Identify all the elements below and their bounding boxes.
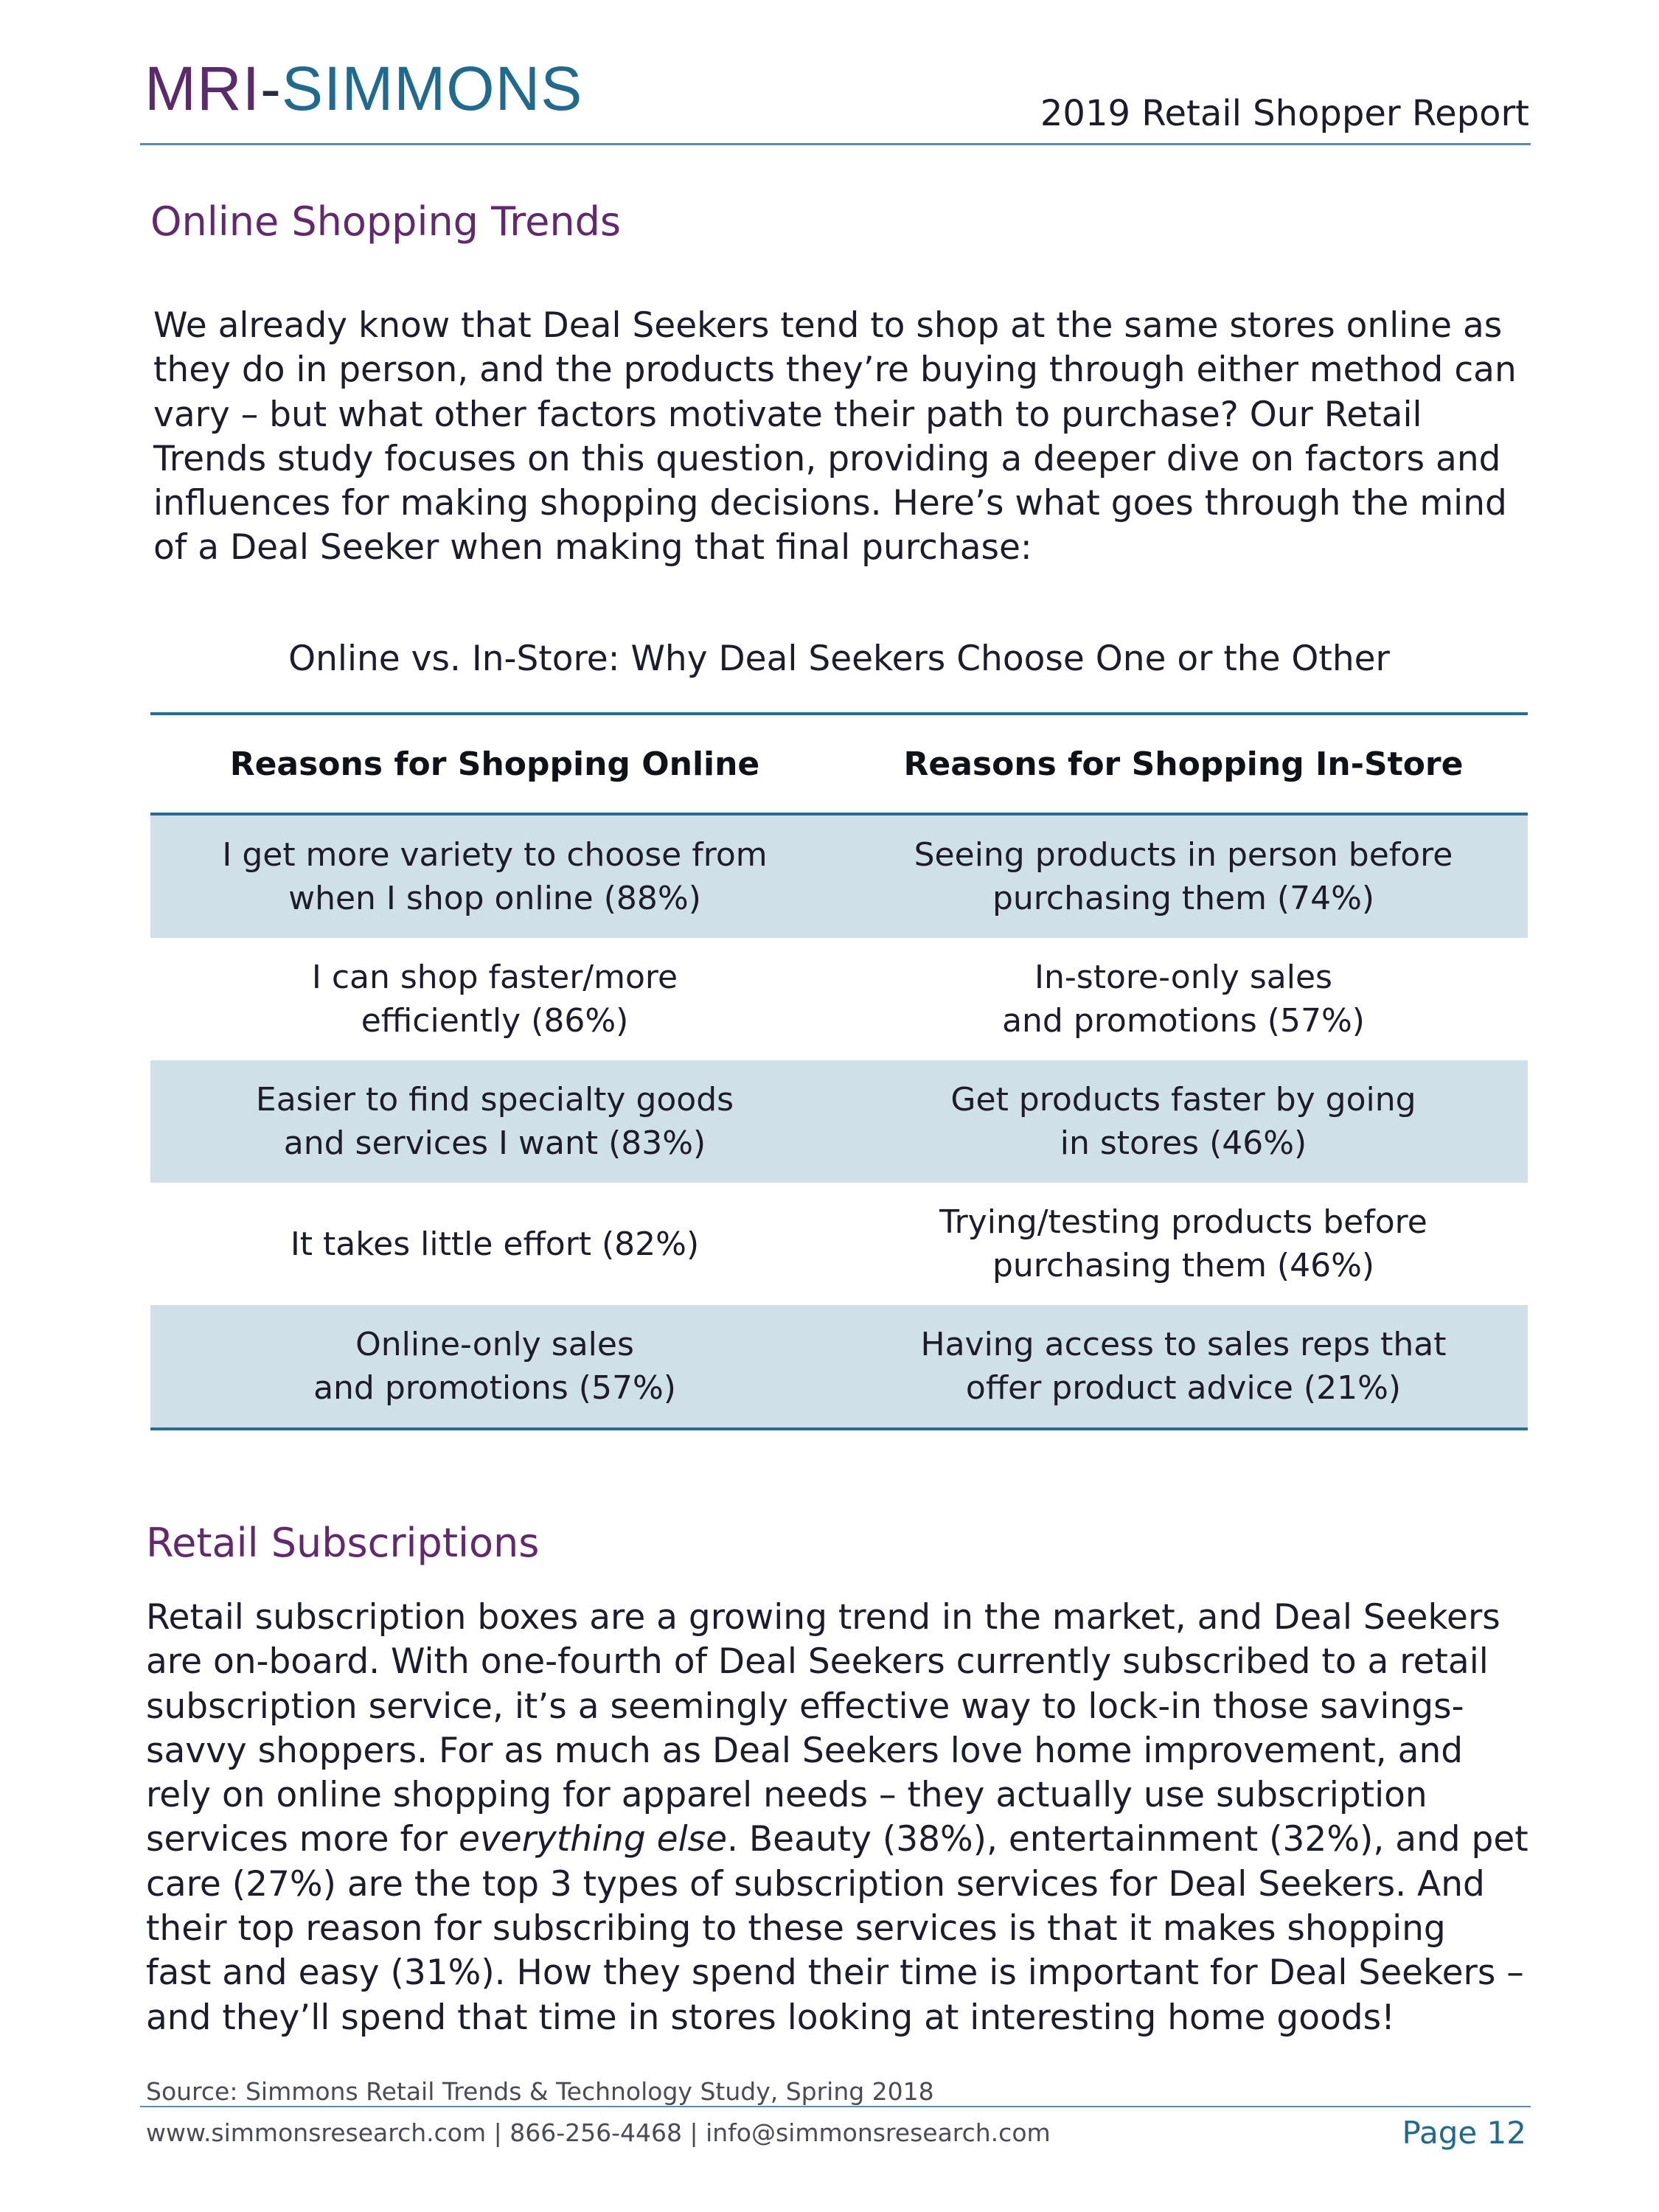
column-header-online: Reasons for Shopping Online <box>150 714 839 814</box>
footer-divider <box>140 2106 1531 2107</box>
section-heading-online-trends: Online Shopping Trends <box>150 198 622 245</box>
cell-line: I can shop faster/more <box>311 959 678 996</box>
paragraph-line: they do in person, and the products they’re buying through either method can <box>153 349 1517 391</box>
section-heading-subscriptions: Retail Subscriptions <box>146 1520 540 1566</box>
cell-line: purchasing them (74%) <box>992 880 1375 917</box>
contact-info: www.simmonsresearch.com | 866-256-4468 | info@simmonsresearch.com <box>146 2118 1051 2147</box>
logo-simmons: SIMMONS <box>281 54 583 123</box>
cell-line: purchasing them (46%) <box>992 1247 1375 1284</box>
cell-line: Get products faster by going <box>950 1081 1416 1119</box>
table-title: Online vs. In-Store: Why Deal Seekers Choose One or the Other <box>288 639 1390 679</box>
text-run: . Beauty (38%), entertainment (32%), and pet <box>727 1819 1528 1860</box>
paragraph-line: fast and easy (31%). How they spend their time is important for Deal Seekers – <box>146 1952 1524 1994</box>
paragraph-line: influences for making shopping decisions. Here’s what goes through the mind <box>153 483 1507 524</box>
table-row <box>150 814 1528 938</box>
paragraph-line: their top reason for subscribing to these services is that it makes shopping <box>146 1908 1446 1950</box>
cell-line: and promotions (57%) <box>313 1369 676 1407</box>
online-reason-cell <box>150 1305 839 1429</box>
online-trends-paragraph <box>153 304 1517 571</box>
paragraph-line: rely on online shopping for apparel needs – they actually use subscription <box>146 1775 1427 1816</box>
instore-reason-cell <box>839 814 1528 938</box>
cell-line: Seeing products in person before <box>914 836 1453 874</box>
cell-line: Having access to sales reps that <box>920 1326 1447 1363</box>
cell-line: and services I want (83%) <box>283 1124 706 1162</box>
cell-line: and promotions (57%) <box>1002 1002 1365 1040</box>
paragraph-line: and they’ll spend that time in stores looking at interesting home goods! <box>146 1997 1395 2038</box>
cell-line: efficiently (86%) <box>361 1002 629 1040</box>
instore-reason-cell <box>839 938 1528 1060</box>
source-note: Source: Simmons Retail Trends & Technology Study, Spring 2018 <box>146 2077 934 2106</box>
report-title: 2019 Retail Shopper Report <box>1040 93 1529 134</box>
paragraph-line: savvy shoppers. For as much as Deal Seekers love home improvement, and <box>146 1730 1464 1771</box>
cell-line: It takes little effort (82%) <box>290 1225 700 1263</box>
cell-line: Trying/testing products before <box>939 1203 1427 1241</box>
instore-reason-cell <box>839 1060 1528 1183</box>
online-reason-cell <box>150 1060 839 1183</box>
text-run: services more for <box>146 1819 459 1860</box>
cell-line: offer product advice (21%) <box>965 1369 1402 1407</box>
column-header-instore: Reasons for Shopping In-Store <box>839 714 1528 814</box>
paragraph-line: vary – but what other factors motivate their path to purchase? Our Retail <box>153 394 1422 435</box>
paragraph-line: We already know that Deal Seekers tend to shop at the same stores online as <box>153 305 1503 346</box>
paragraph-line: care (27%) are the top 3 types of subscription services for Deal Seekers. And <box>146 1863 1485 1905</box>
logo-mri: MRI <box>145 54 260 123</box>
header-divider <box>140 143 1531 145</box>
table-row <box>150 1183 1528 1305</box>
cell-line: in stores (46%) <box>1060 1124 1307 1162</box>
brand-logo <box>145 54 583 123</box>
online-reason-cell <box>150 1183 839 1305</box>
paragraph-line <box>146 1818 1528 1862</box>
table-row <box>150 1060 1528 1183</box>
table-row <box>150 938 1528 1060</box>
cell-line: In-store-only sales <box>1034 959 1332 996</box>
table-header-row <box>150 714 1528 814</box>
paragraph-line: subscription service, it’s a seemingly effective way to lock-in those savings- <box>146 1686 1464 1727</box>
instore-reason-cell <box>839 1183 1528 1305</box>
instore-reason-cell <box>839 1305 1528 1429</box>
cell-line: I get more variety to choose from <box>222 836 768 874</box>
online-reason-cell <box>150 938 839 1060</box>
cell-line: when I shop online (88%) <box>288 880 701 917</box>
paragraph-line: are on-board. With one-fourth of Deal Seekers currently subscribed to a retail <box>146 1641 1489 1683</box>
reasons-table <box>150 712 1528 1430</box>
logo-dash: - <box>260 54 282 123</box>
subscriptions-paragraph <box>146 1596 1528 2040</box>
paragraph-line: Retail subscription boxes are a growing trend in the market, and Deal Seekers <box>146 1597 1500 1638</box>
online-reason-cell <box>150 814 839 938</box>
cell-line: Easier to find specialty goods <box>255 1081 734 1119</box>
table-row <box>150 1305 1528 1429</box>
cell-line: Online-only sales <box>355 1326 634 1363</box>
paragraph-line: of a Deal Seeker when making that final purchase: <box>153 527 1032 568</box>
paragraph-line: Trends study focuses on this question, providing a deeper dive on factors and <box>153 438 1501 479</box>
italic-emphasis: everything else <box>459 1819 728 1860</box>
page-number: Page 12 <box>1402 2115 1526 2151</box>
